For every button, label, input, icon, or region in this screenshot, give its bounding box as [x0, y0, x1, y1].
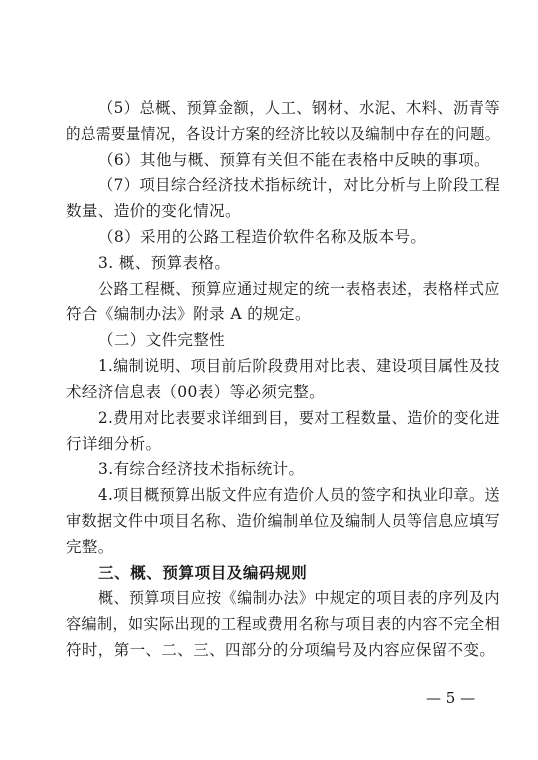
paragraph-line-7: 3. 概、预算表格。 [98, 253, 231, 272]
paragraph-line-5: 数量、造价的变化情况。 [66, 202, 241, 221]
paragraph-line-21: 容编制，如实际出现的工程或费用名称与项目表的内容不完全相 [66, 615, 501, 634]
page-number: — 5 — [426, 689, 476, 707]
paragraph-line-11: 1.编制说明、项目前后阶段费用对比表、建设项目属性及技 [98, 357, 500, 376]
paragraph-line-14: 行详细分析。 [66, 434, 162, 453]
paragraph-line-3: （6）其他与概、预算有关但不能在表格中反映的事项。 [98, 150, 490, 169]
paragraph-line-18: 完整。 [66, 537, 114, 556]
paragraph-line-15: 3.有综合经济技术指标统计。 [98, 460, 305, 479]
paragraph-line-16: 4.项目概预算出版文件应有造价人员的签字和执业印章。送 [98, 486, 500, 505]
paragraph-line-17: 审数据文件中项目名称、造价编制单位及编制人员等信息应填写 [66, 511, 501, 530]
paragraph-line-8: 公路工程概、预算应通过规定的统一表格表述，表格样式应 [98, 279, 500, 298]
paragraph-line-13: 2.费用对比表要求详细到目，要对工程数量、造价的变化进 [98, 408, 500, 427]
section-subtitle: （二）文件完整性 [98, 331, 226, 350]
section-heading: 三、概、预算项目及编码规则 [98, 563, 308, 582]
paragraph-line-9: 符合《编制办法》附录 A 的规定。 [66, 305, 311, 324]
paragraph-line-22: 符时，第一、二、三、四部分的分项编号及内容应保留不变。 [66, 641, 496, 659]
paragraph-line-1: （5）总概、预算金额，人工、钢材、水泥、木料、沥青等 [98, 99, 501, 117]
paragraph-line-2: 的总需要量情况，各设计方案的经济比较以及编制中存在的问题。 [66, 124, 500, 143]
paragraph-line-12: 术经济信息表（00表）等必须完整。 [66, 382, 326, 401]
paragraph-line-4: （7）项目综合经济技术指标统计，对比分析与上阶段工程 [98, 176, 501, 195]
paragraph-line-20: 概、预算项目应按《编制办法》中规定的项目表的序列及内 [98, 589, 500, 608]
paragraph-line-6: （8）采用的公路工程造价软件名称及版本号。 [98, 228, 427, 247]
